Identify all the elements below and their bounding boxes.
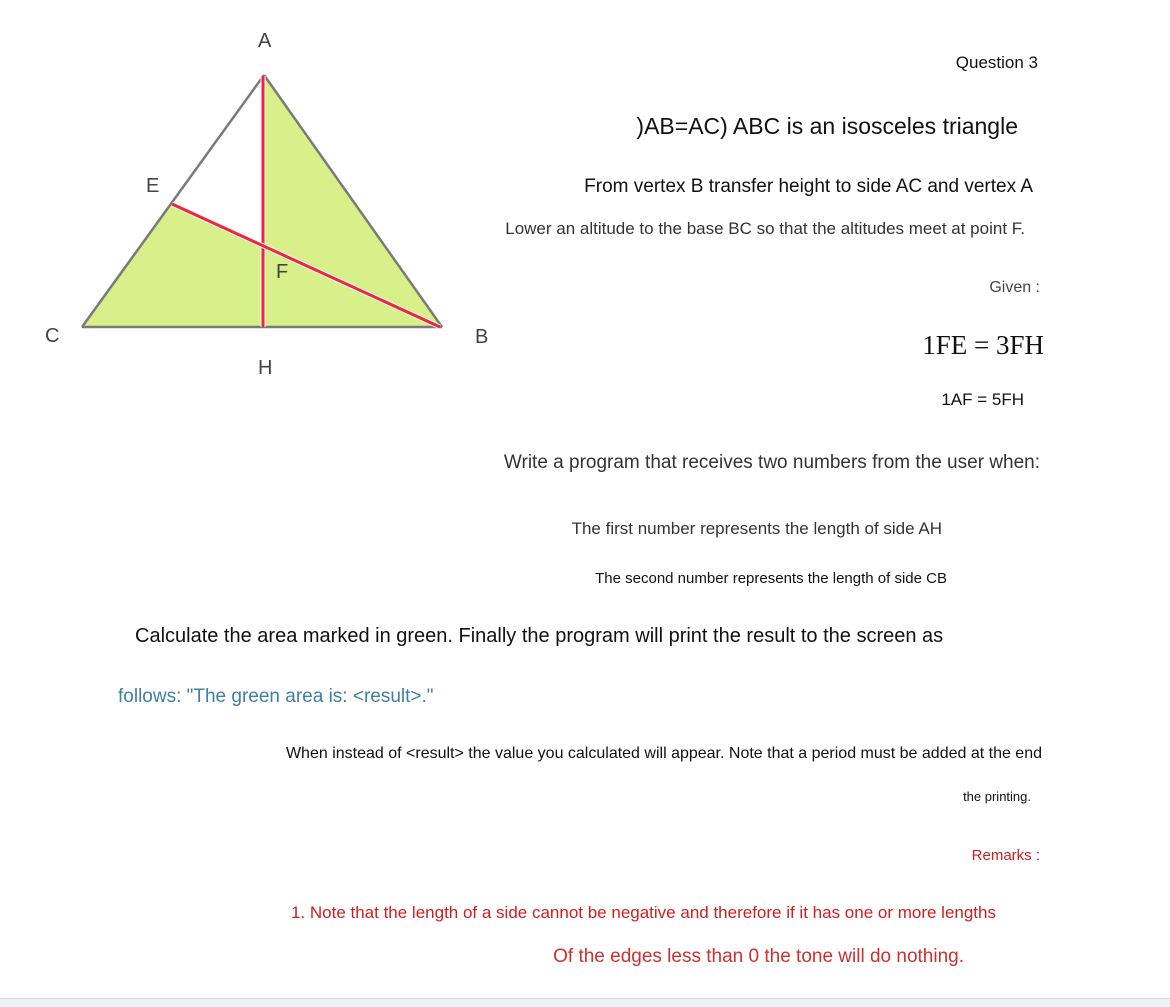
remark-1-continued: Of the edges less than 0 the tone will do nothing. (553, 946, 964, 967)
question-number: Question 3 (955, 53, 1038, 72)
printing-note: the printing. (963, 789, 1031, 804)
vertex-label-h: H (258, 357, 273, 379)
program-intro: Write a program that receives two numbers from the user when: (503, 452, 1040, 473)
remark-1: 1. Note that the length of a side cannot be negative and therefore if it has one or more lengths (290, 903, 996, 922)
second-number-description: The second number represents the length of side CB (595, 570, 947, 587)
first-number-description: The first number represents the length of side AH (571, 519, 942, 538)
vertex-label-e: E (146, 175, 160, 197)
vertex-label-a: A (258, 30, 272, 52)
given-equation-1: 1FE = 3FH (922, 330, 1044, 360)
altitude-instruction: Lower an altitude to the base BC so that the altitudes meet at point F. (505, 219, 1025, 238)
result-note: When instead of <result> the value you calculated will appear. Note that a period must be added at the end (285, 745, 1042, 762)
isosceles-triangle-figure (0, 0, 520, 400)
triangle-statement: )AB=AC) ABC is an isosceles triangle (636, 113, 1018, 139)
given-equation-2: 1AF = 5FH (941, 390, 1024, 409)
given-label: Given : (989, 279, 1040, 296)
vertex-label-b: B (475, 326, 489, 348)
calculate-instruction: Calculate the area marked in green. Finally the program will print the result to the screen as (135, 625, 944, 647)
output-format-line: follows: "The green area is: <result>." (118, 686, 434, 707)
height-instruction: From vertex B transfer height to side AC and vertex A (584, 176, 1033, 197)
vertex-label-c: C (45, 325, 60, 347)
remarks-label: Remarks : (971, 847, 1040, 864)
vertex-label-f: F (276, 261, 289, 283)
